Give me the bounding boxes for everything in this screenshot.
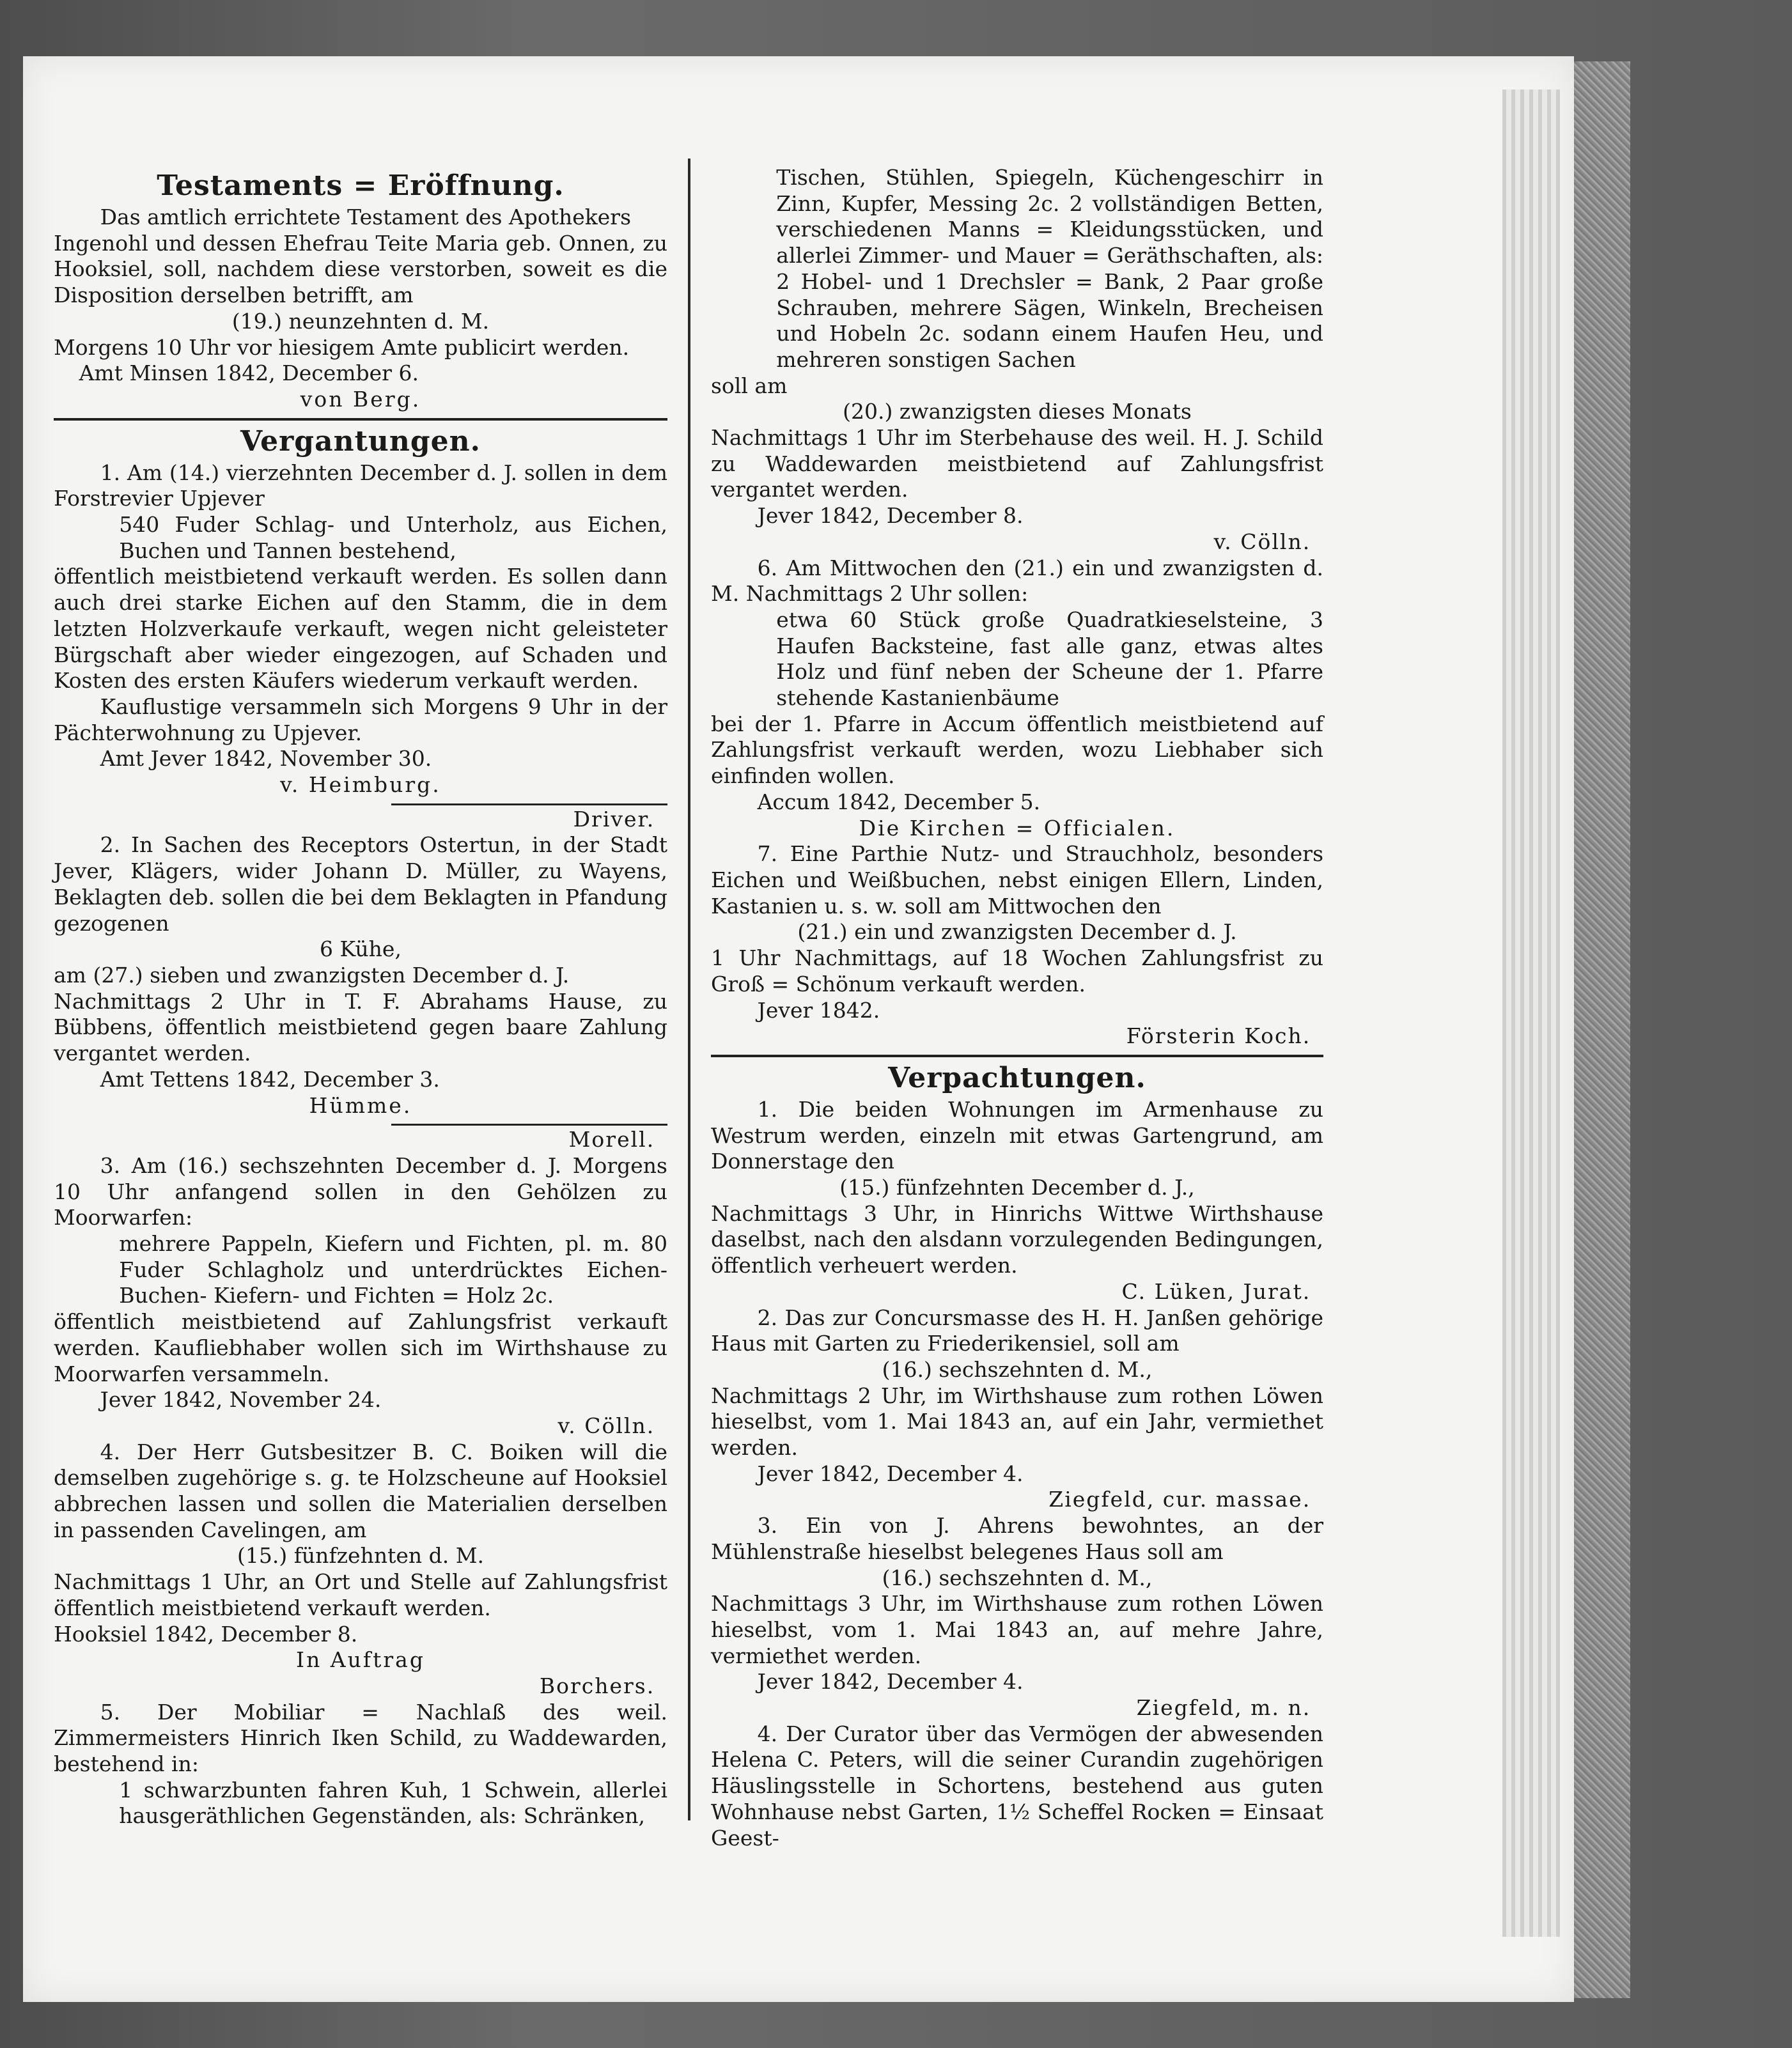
notice-items: mehrere Pappeln, Kiefern und Fichten, pl. m. 80 Fuder Schlagholz und unterdrücktes Eichen- Buchen- Kiefern- und Fichten = Holz 2c.: [119, 1231, 667, 1308]
notice-signature: Ziegfeld, m. n.: [1136, 1695, 1311, 1721]
notice-p3: [711, 1513, 1323, 1721]
notice-intro: 4. Der Herr Gutsbesitzer B. C. Boiken will die demselben zugehörige s. g. te Holzscheune auf Hooksiel abbrechen lassen und sollen die Materialien derselben in passenden Cavelingen, am: [54, 1439, 667, 1542]
section-rule: [711, 1055, 1323, 1057]
notice-v7: [711, 841, 1323, 1050]
testament-text: Morgens 10 Uhr vor hiesigem Amte publicirt werden.: [54, 334, 630, 360]
notice-v3: [54, 1153, 667, 1439]
left-column: [54, 165, 667, 1829]
notice-v2: [54, 832, 667, 1152]
notice-items: 540 Fuder Schlag- und Unterholz, aus Eichen, Buchen und Tannen bestehend,: [119, 512, 667, 563]
notice-date: (16.) sechszehnten d. M.,: [882, 1565, 1153, 1590]
testament-signature: von Berg.: [300, 386, 421, 412]
notice-date: (16.) sechszehnten d. M.,: [882, 1356, 1153, 1382]
notice-intro: 1. Am (14.) vierzehnten December d. J. sollen in dem Forstrevier Upjever: [54, 460, 667, 511]
notice-place: Amt Jever 1842, November 30.: [100, 746, 432, 772]
notice-items: etwa 60 Stück große Quadratkieselsteine, 3 Haufen Backsteine, fast alle ganz, etwas altes Holz und fünf neben der Scheune der 1. Pfarre stehende Kastanienbäume: [776, 607, 1323, 711]
notice-date: (20.) zwanzigsten dieses Monats: [843, 399, 1192, 424]
verpachtungen-title: Verpachtungen.: [888, 1061, 1146, 1094]
notice-signature: Die Kirchen = Officialen.: [859, 815, 1176, 841]
notice-signature: Hümme.: [309, 1092, 412, 1118]
notice-intro: 2. Das zur Concursmasse des H. H. Janßen gehörige Haus mit Garten zu Friederikensiel, soll am: [711, 1305, 1323, 1356]
notice-text: Nachmittags 1 Uhr, an Ort und Stelle auf Zahlungsfrist öffentlich meistbietend verkauft werden.: [54, 1569, 667, 1620]
notice-text: öffentlich meistbietend auf Zahlungsfrist verkauft werden. Kaufliebhaber wollen sich im Wirthshause zu Moorwarfen versammeln.: [54, 1309, 667, 1386]
notice-signature: Ziegfeld, cur. massae.: [1048, 1487, 1311, 1512]
notice-place: Hooksiel 1842, December 8.: [54, 1621, 358, 1647]
notice-text: öffentlich meistbietend verkauft werden. Es sollen dann auch drei starke Eichen auf den Stamm, die in dem letzten Holzverkaufe verkauft, wegen nicht geleisteter Bürgschaft aber wieder eingezogen, auf Schaden und Kosten des ersten Käufers wiederum verkauft werden.: [54, 564, 667, 694]
notice-signature: C. Lüken, Jurat.: [1121, 1278, 1311, 1304]
testament-line-2: Ingenohl und dessen Ehefrau Teite Maria geb. Onnen, zu Hooksiel, soll, nachdem diese verstorben, soweit es die Disposition derselben betrifft, am: [54, 230, 667, 308]
notice-place: Jever 1842, November 24.: [100, 1387, 382, 1413]
notice-place: Accum 1842, December 5.: [757, 789, 1041, 814]
notice-text: 1 Uhr Nachmittags, auf 18 Wochen Zahlungsfrist zu Groß = Schönum verkauft werden.: [711, 945, 1323, 997]
testament-line-1: Das amtlich errichtete Testament des Apothekers: [100, 205, 632, 229]
testament-title: Testaments = Eröffnung.: [157, 169, 565, 202]
notice-signature: v. Cölln.: [1213, 529, 1311, 554]
notice-signature: Försterin Koch.: [1126, 1023, 1311, 1049]
notice-signature-2: Driver.: [573, 806, 655, 832]
notice-intro: 4. Der Curator über das Vermögen der abwesenden Helena C. Peters, will die seiner Curandin zugehörigen Häuslingsstelle in Schortens, bestehend aus guten Wohnhause nebst Garten, 1½ Scheffel Rocken = Einsaat Geest-: [711, 1721, 1323, 1850]
notice-v5-continued: [711, 165, 1323, 555]
notice-text-0: soll am: [711, 373, 788, 398]
notice-place: Jever 1842, December 4.: [757, 1669, 1024, 1695]
notice-text-2: Kauflustige versammeln sich Morgens 9 Uhr in der Pächterwohnung zu Upjever.: [54, 694, 667, 745]
notice-signature: v. Cölln.: [557, 1413, 655, 1438]
section-rule: [54, 418, 667, 421]
notice-v4: [54, 1439, 667, 1700]
notice-intro: 3. Ein von J. Ahrens bewohntes, an der Mühlenstraße hieselbst belegenes Haus soll am: [711, 1513, 1323, 1564]
signature-rule: [391, 1124, 667, 1126]
notice-intro: 3. Am (16.) sechszehnten December d. J. Morgens 10 Uhr anfangend sollen in den Gehölzen zu Moorwarfen:: [54, 1152, 667, 1230]
vergantungen-title: Vergantungen.: [240, 424, 481, 458]
page-edges: [1502, 89, 1560, 1937]
testament-section: [54, 169, 667, 413]
notice-v5: [54, 1700, 667, 1830]
notice-text: Nachmittags 2 Uhr, im Wirthshause zum rothen Löwen hieselbst, vom 1. Mai 1843 an, auf ein Jahr, vermiethet werden.: [711, 1383, 1323, 1461]
notice-p2: [711, 1305, 1323, 1514]
notice-v6: [711, 555, 1323, 842]
notice-text: Nachmittags 1 Uhr im Sterbehause des weil. H. J. Schild zu Waddewarden meistbietend auf Zahlungsfrist vergantet werden.: [711, 425, 1323, 502]
notice-place: Jever 1842, December 4.: [757, 1461, 1024, 1486]
notice-intro: 5. Der Mobiliar = Nachlaß des weil. Zimmermeisters Hinrich Iken Schild, zu Waddewarden, bestehend in:: [54, 1699, 667, 1777]
notice-place: Jever 1842, December 8.: [757, 503, 1024, 529]
notice-intro: 2. In Sachen des Receptors Ostertun, in der Stadt Jever, Klägers, wider Johann D. Müller, zu Wayens, Beklagten deb. sollen die bei dem Beklagten in Pfandung gezogenen: [54, 832, 667, 936]
notice-signature: In Auftrag: [296, 1647, 425, 1673]
notice-date: am (27.) sieben und zwanzigsten December d. J.: [54, 962, 570, 988]
notice-v1: [54, 460, 667, 833]
notice-place: Amt Tettens 1842, December 3.: [100, 1066, 440, 1092]
column-divider: [688, 159, 690, 1820]
signature-rule: [391, 803, 667, 805]
notice-text: Nachmittags 3 Uhr, in Hinrichs Wittwe Wirthshause daselbst, nach den alsdann vorzulegenden Bedingungen, öffentlich verheuert werden.: [711, 1200, 1323, 1278]
notice-text: bei der 1. Pfarre in Accum öffentlich meistbietend auf Zahlungsfrist verkauft werden, wozu Liebhaber sich einfinden wollen.: [711, 711, 1323, 789]
notice-p1: [711, 1097, 1323, 1305]
notice-items: 6 Kühe,: [320, 936, 401, 962]
notice-text: Nachmittags 3 Uhr, im Wirthshause zum rothen Löwen hieselbst, vom 1. Mai 1843 an, auf mehre Jahre, vermiethet werden.: [711, 1591, 1323, 1668]
notice-intro: 1. Die beiden Wohnungen im Armenhause zu Westrum werden, einzeln mit etwas Gartengrund, am Donnerstage den: [711, 1096, 1323, 1174]
testament-date: (19.) neunzehnten d. M.: [231, 308, 490, 334]
notice-items: Tischen, Stühlen, Spiegeln, Küchengeschirr in Zinn, Kupfer, Messing 2c. 2 vollständigen Betten, verschiedenen Manns = Kleidungsstücken, und allerlei Zimmer- und Mauer = Geräthschaften, als: 2 Hobel- und 1 Drechsler = Bank, 2 Paar große Schrauben, mehrere Sägen, Winkeln, Brecheisen und Hobeln 2c. sodann einem Haufen Heu, und mehreren sonstigen Sachen: [776, 165, 1323, 372]
notice-date: (15.) fünfzehnten d. M.: [237, 1543, 484, 1569]
testament-place: Amt Minsen 1842, December 6.: [79, 361, 419, 386]
notice-signature: v. Heimburg.: [280, 772, 441, 798]
notice-text: Nachmittags 2 Uhr in T. F. Abrahams Hause, zu Bübbens, öffentlich meistbietend gegen baare Zahlung vergantet werden.: [54, 988, 667, 1066]
notice-signature-2: Borchers.: [539, 1673, 655, 1698]
notice-intro: 6. Am Mittwochen den (21.) ein und zwanzigsten d. M. Nachmittags 2 Uhr sollen:: [711, 555, 1323, 607]
notice-items: 1 schwarzbunten fahren Kuh, 1 Schwein, allerlei hausgeräthlichen Gegenständen, als: Schränken,: [119, 1777, 667, 1829]
notice-date: (15.) fünfzehnten December d. J.,: [839, 1175, 1195, 1200]
notice-signature-2: Morell.: [568, 1127, 655, 1152]
notice-p4: [711, 1721, 1323, 1852]
notice-intro: 7. Eine Parthie Nutz- und Strauchholz, besonders Eichen und Weißbuchen, nebst einigen Ellern, Linden, Kastanien u. s. w. soll am Mittwochen den: [711, 841, 1323, 919]
notice-place: Jever 1842.: [757, 997, 880, 1023]
notice-date: (21.) ein und zwanzigsten December d. J.: [797, 919, 1237, 945]
right-column: [711, 165, 1323, 1851]
